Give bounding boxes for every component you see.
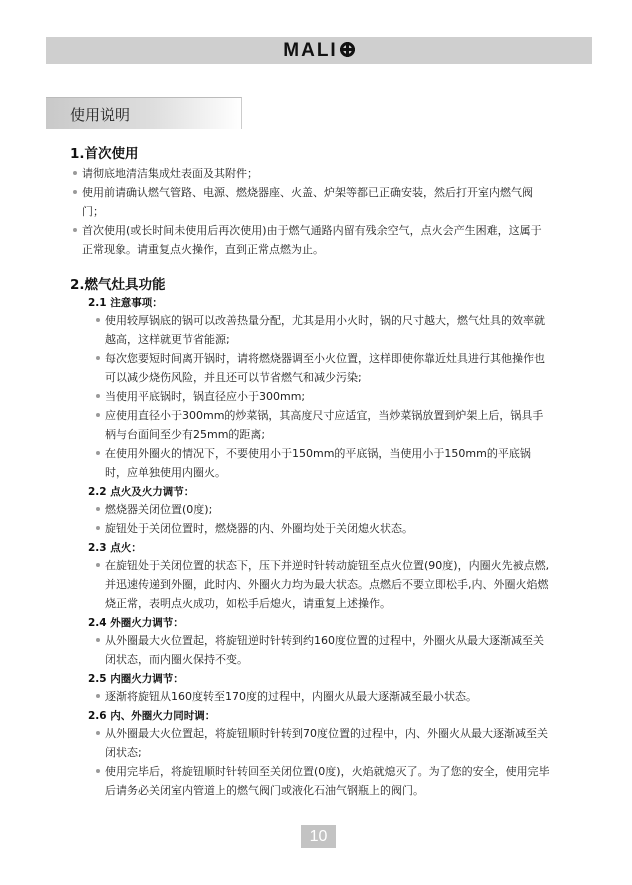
list-item: 请彻底地清洁集成灶表面及其附件； <box>70 164 550 183</box>
subheading-precautions: 2.1 注意事项： <box>88 297 163 309</box>
list-item: 在旋钮处于关闭位置的状态下，压下并逆时针转动旋钮至点火位置(90度)，内圈火先被点燃,并迅速传递到外圈，此时内、外圈火力均为最大状态。点燃后不要立即松手,内、外圈火焰燃烧正常，表明点火成功，如松手后熄火，请重复上述操作。 <box>70 556 550 613</box>
brand-logo <box>46 40 592 62</box>
list-item: 首次使用(或长时间未使用后再次使用)由于燃气通路内留有残余空气，点火会产生困难，这属于正常现象。请重复点火操作，直到正常点燃为止。 <box>70 221 550 259</box>
heading-gas-stove-functions: 2.燃气灶具功能 <box>70 277 166 293</box>
ignition-list <box>70 556 550 613</box>
outer-flame-list <box>70 631 550 669</box>
subheading-inner-flame: 2.5 内圈火力调节： <box>88 673 184 685</box>
subheading-ignition: 2.3 点火： <box>88 542 142 554</box>
content <box>70 142 550 800</box>
list-item: 从外圈最大火位置起，将旋钮顺时针转到70度位置的过程中，内、外圈火从最大逐渐减至关闭状态; <box>70 724 550 762</box>
page-number: 10 <box>301 825 336 848</box>
first-use-list <box>70 164 550 259</box>
list-item: 燃烧器关闭位置(0度); <box>70 500 550 519</box>
logo-o-icon <box>340 42 355 57</box>
list-item: 在使用外圈火的情况下，不要使用小于150mm的平底锅，当使用小于150mm的平底锅时，应单独使用内圈火。 <box>70 444 550 482</box>
list-item: 逐渐将旋钮从160度转至170度的过程中，内圈火从最大逐渐减至最小状态。 <box>70 687 550 706</box>
section-title: 使用说明 <box>70 106 131 124</box>
list-item: 应使用直径小于300mm的炒菜锅，其高度尺寸应适宜，当炒菜锅放置到炉架上后，锅具手柄与台面间至少有25mm的距离; <box>70 406 550 444</box>
list-item: 使用前请确认燃气管路、电源、燃烧器座、火盖、炉架等都已正确安装，然后打开室内燃气阀门； <box>70 183 550 221</box>
subheading-ignition-adjust: 2.2 点火及火力调节： <box>88 486 195 498</box>
subheading-both-flames: 2.6 内、外圈火力同时调： <box>88 710 216 722</box>
list-item: 当使用平底锅时，锅直径应小于300mm; <box>70 387 550 406</box>
list-item: 使用完毕后，将旋钮顺时针转回至关闭位置(0度)，火焰就熄灭了。为了您的安全，使用完毕后请务必关闭室内管道上的燃气阀门或液化石油气钢瓶上的阀门。 <box>70 762 550 800</box>
header-bar <box>46 37 592 64</box>
heading-first-use: 1.首次使用 <box>70 146 139 162</box>
logo-text: MALI <box>283 40 338 61</box>
subheading-outer-flame: 2.4 外圈火力调节： <box>88 617 184 629</box>
both-flames-list <box>70 724 550 800</box>
list-item: 旋钮处于关闭位置时，燃烧器的内、外圈均处于关闭熄火状态。 <box>70 519 550 538</box>
ignition-adjust-list <box>70 500 550 538</box>
inner-flame-list <box>70 687 550 706</box>
list-item: 每次您要短时间离开锅时，请将燃烧器调至小火位置，这样即使你靠近灶具进行其他操作也可以减少烧伤风险，并且还可以节省燃气和减少污染; <box>70 349 550 387</box>
list-item: 使用较厚锅底的锅可以改善热量分配，尤其是用小火时，锅的尺寸越大，燃气灶具的效率就越高，这样就更节省能源; <box>70 311 550 349</box>
precautions-list <box>70 311 550 482</box>
section-tab <box>46 97 242 129</box>
list-item: 从外圈最大火位置起，将旋钮逆时针转到约160度位置的过程中，外圈火从最大逐渐减至关闭状态，而内圈火保持不变。 <box>70 631 550 669</box>
